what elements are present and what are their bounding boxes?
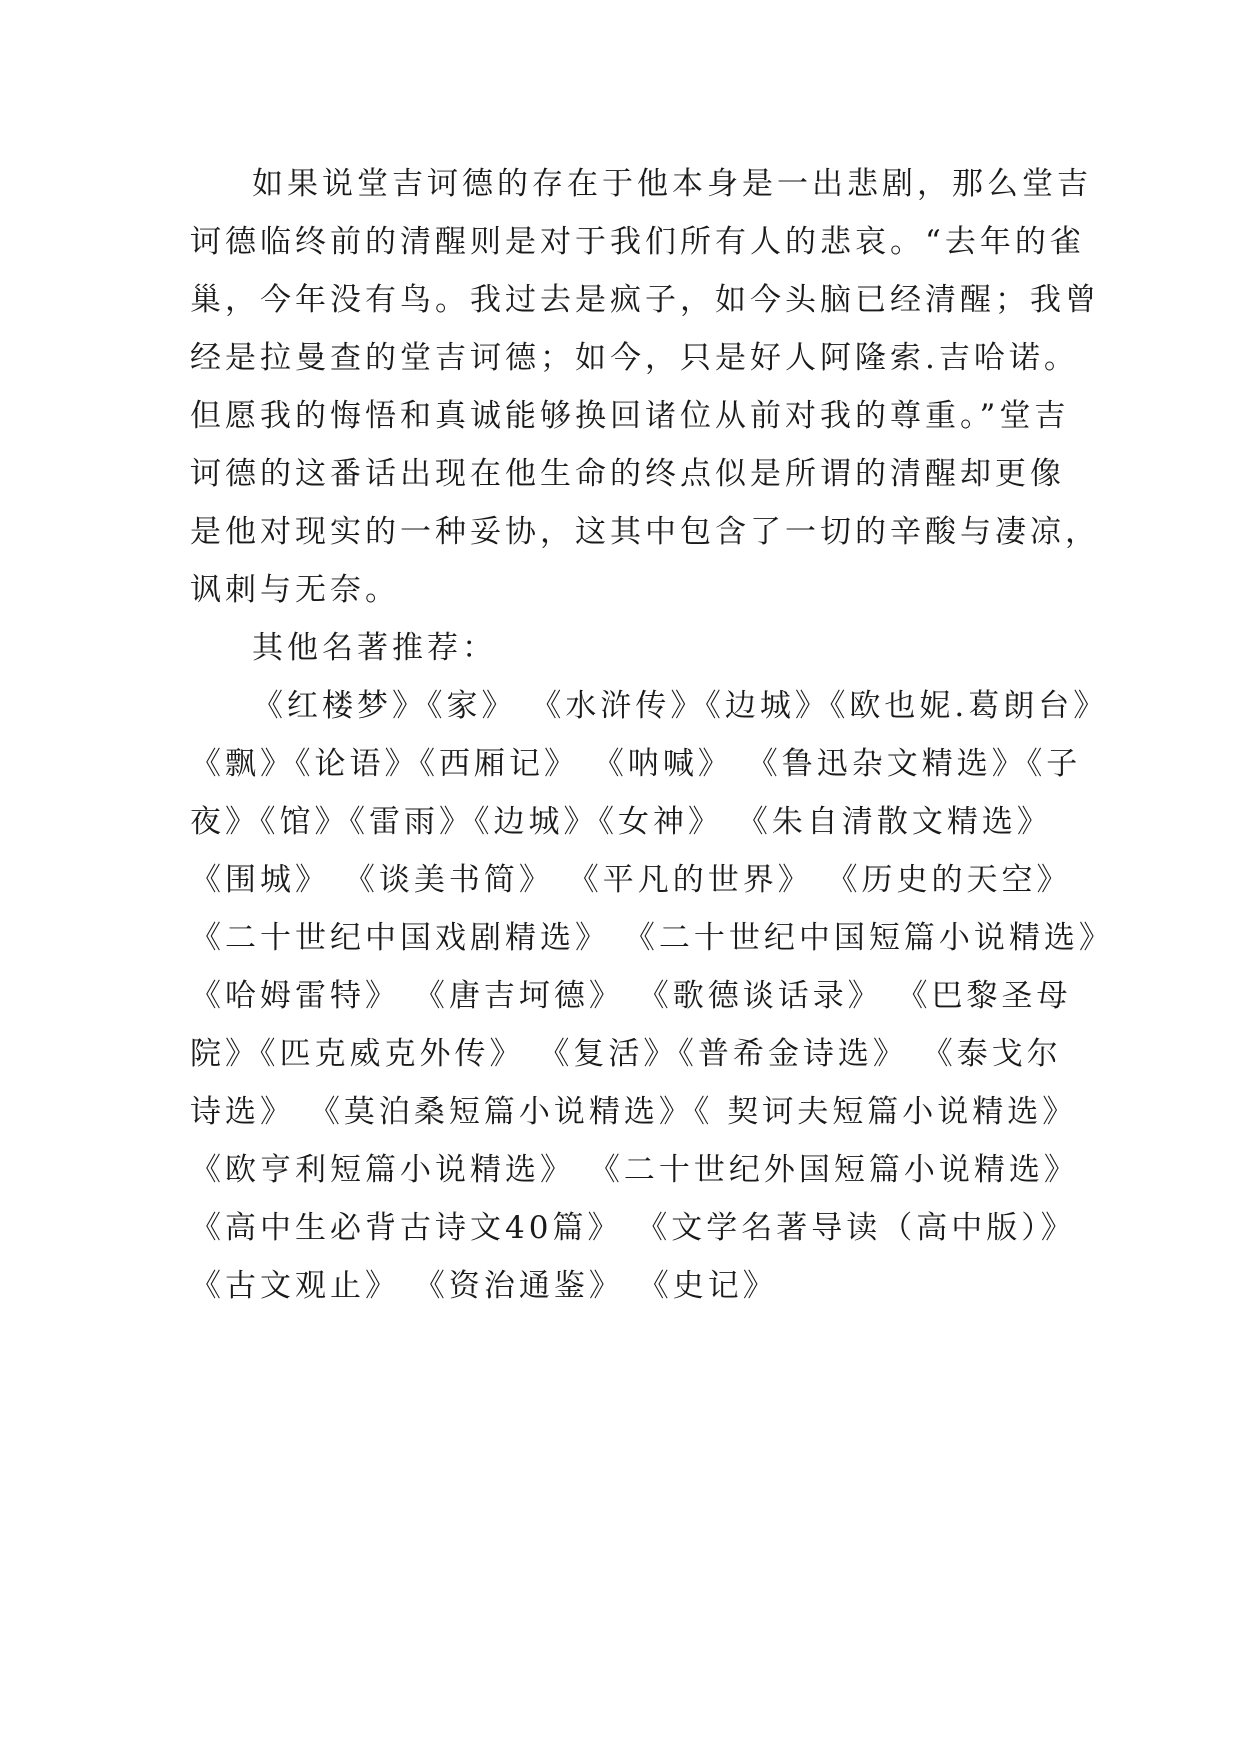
paragraph-line: 巢，今年没有鸟。我过去是疯子，如今头脑已经清醒；我曾 <box>190 282 1100 318</box>
book-list-line: 《高中生必背古诗文40篇》 《文学名著导读（高中版）》 <box>190 1210 1076 1246</box>
book-list-line: 诗选》 《莫泊桑短篇小说精选》《 契诃夫短篇小说精选》 <box>190 1094 1078 1130</box>
book-list-line: 《围城》 《谈美书简》 《平凡的世界》 《历史的天空》 <box>190 862 1072 898</box>
book-list-line: 《飘》《论语》《西厢记》 《呐喊》 《鲁迅杂文精选》《子 <box>190 746 1082 782</box>
book-list-line: 《古文观止》 《资治通鉴》 《史记》 <box>190 1268 778 1304</box>
paragraph-line: 经是拉曼查的堂吉诃德；如今，只是好人阿隆索.吉哈诺。 <box>190 340 1079 376</box>
book-list-line: 院》《匹克威克外传》 《复活》《普希金诗选》 《泰戈尔 <box>190 1036 1062 1072</box>
paragraph-line: 讽刺与无奈。 <box>190 572 400 608</box>
paragraph-line: 是他对现实的一种妥协，这其中包含了一切的辛酸与凄凉， <box>190 514 1100 550</box>
recommendation-heading: 其他名著推荐： <box>252 630 497 666</box>
book-list-line: 夜》《馆》《雷雨》《边城》《女神》 《朱自清散文精选》 <box>190 804 1052 840</box>
book-list-line: 《欧亨利短篇小说精选》 《二十世纪外国短篇小说精选》 <box>190 1152 1079 1188</box>
paragraph-line: 如果说堂吉诃德的存在于他本身是一出悲剧，那么堂吉 <box>252 166 1092 202</box>
paragraph-line: 诃德临终前的清醒则是对于我们所有人的悲哀。“去年的雀 <box>190 224 1085 260</box>
book-list-line: 《哈姆雷特》 《唐吉坷德》 《歌德谈话录》 《巴黎圣母 <box>190 978 1072 1014</box>
book-list-line: 《二十世纪中国戏剧精选》 《二十世纪中国短篇小说精选》 <box>190 920 1114 956</box>
paragraph-line: 诃德的这番话出现在他生命的终点似是所谓的清醒却更像 <box>190 456 1065 492</box>
book-list-line: 《红楼梦》《家》 《水浒传》《边城》《欧也妮.葛朗台》 <box>252 688 1109 724</box>
paragraph-line: 但愿我的悔悟和真诚能够换回诸位从前对我的尊重。”堂吉 <box>190 398 1070 434</box>
